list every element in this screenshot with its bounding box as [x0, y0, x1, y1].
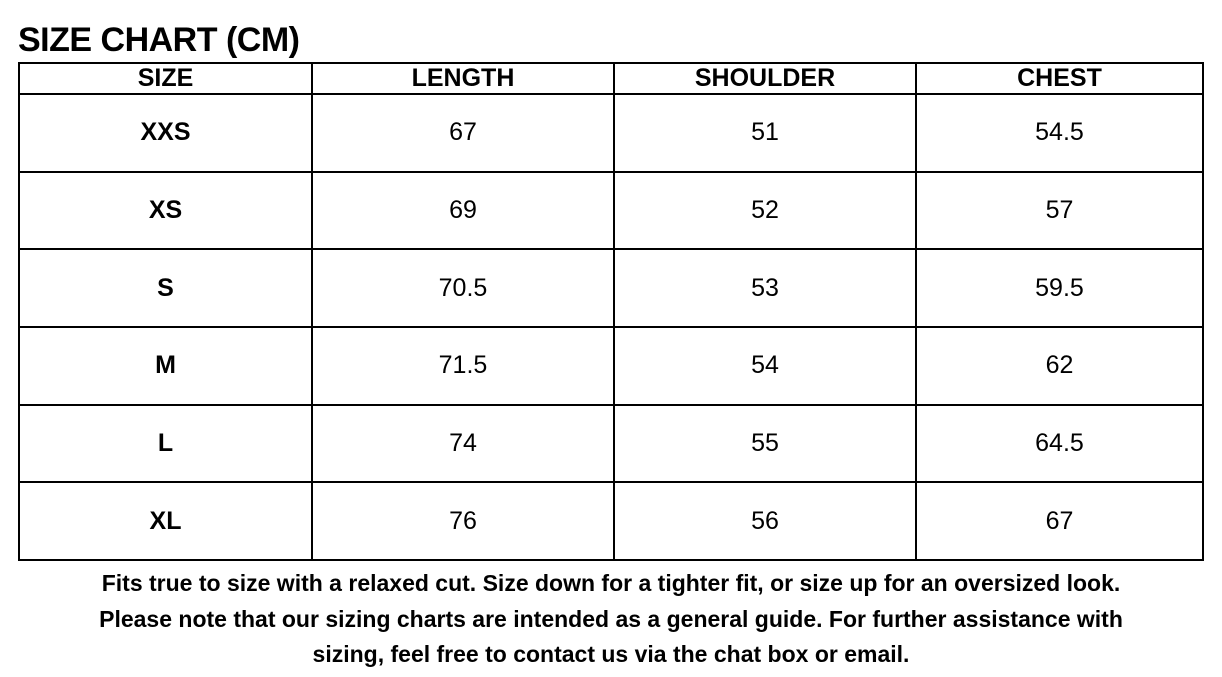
table-header-row	[19, 63, 1203, 94]
table-row	[19, 94, 1203, 172]
size-cell: XL	[19, 482, 312, 560]
chest-cell: 54.5	[916, 94, 1203, 172]
length-cell: 74	[312, 405, 614, 483]
table-row	[19, 249, 1203, 327]
length-cell: 67	[312, 94, 614, 172]
chest-cell: 59.5	[916, 249, 1203, 327]
table-row	[19, 482, 1203, 560]
chest-cell: 62	[916, 327, 1203, 405]
shoulder-cell: 55	[614, 405, 916, 483]
size-cell: XXS	[19, 94, 312, 172]
size-cell: XS	[19, 172, 312, 250]
fit-note-line: Please note that our sizing charts are intended as a general guide. For further assistance with	[99, 605, 1123, 632]
chest-cell: 67	[916, 482, 1203, 560]
size-chart-table	[18, 62, 1204, 561]
header-chest: CHEST	[916, 63, 1203, 94]
shoulder-cell: 56	[614, 482, 916, 560]
header-size: SIZE	[19, 63, 312, 94]
shoulder-cell: 53	[614, 249, 916, 327]
length-cell: 76	[312, 482, 614, 560]
table-row	[19, 327, 1203, 405]
chest-cell: 57	[916, 172, 1203, 250]
fit-note-line: sizing, feel free to contact us via the chat box or email.	[312, 641, 910, 667]
length-cell: 70.5	[312, 249, 614, 327]
shoulder-cell: 51	[614, 94, 916, 172]
fit-note-line: Fits true to size with a relaxed cut. Size down for a tighter fit, or size up for an oversized look.	[101, 570, 1121, 596]
length-cell: 69	[312, 172, 614, 250]
size-cell: S	[19, 249, 312, 327]
size-cell: M	[19, 327, 312, 405]
size-cell: L	[19, 405, 312, 483]
length-cell: 71.5	[312, 327, 614, 405]
table-row	[19, 172, 1203, 250]
shoulder-cell: 54	[614, 327, 916, 405]
header-shoulder: SHOULDER	[614, 63, 916, 94]
chest-cell: 64.5	[916, 405, 1203, 483]
page-title: SIZE CHART (CM)	[18, 21, 300, 59]
fit-note	[0, 566, 1222, 673]
table-row	[19, 405, 1203, 483]
shoulder-cell: 52	[614, 172, 916, 250]
header-length: LENGTH	[312, 63, 614, 94]
